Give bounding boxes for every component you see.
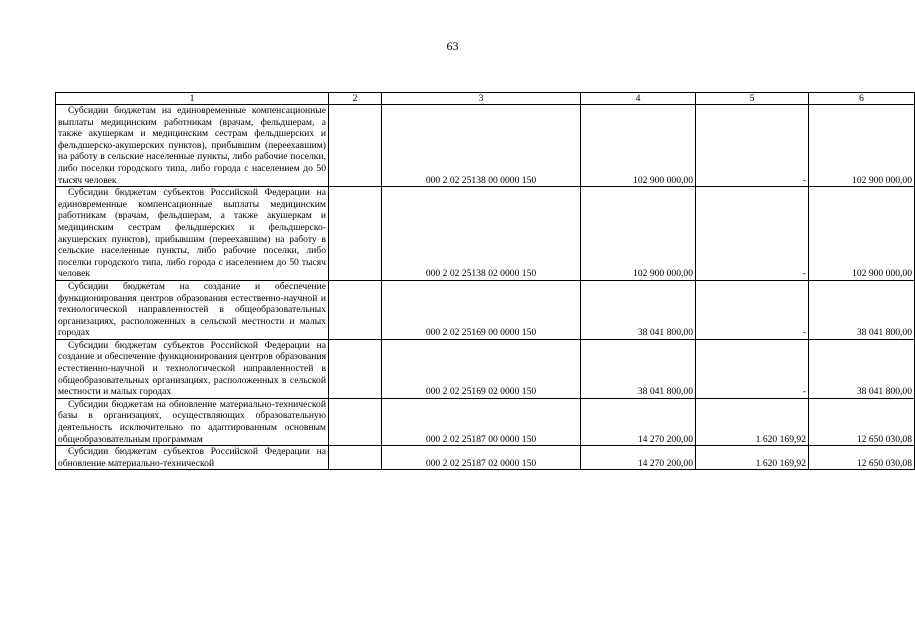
row-col2: [329, 446, 382, 470]
row-col6: 102 900 000,00: [809, 187, 915, 281]
row-code: 000 2 02 25169 02 0000 150: [382, 339, 581, 398]
row-col6: 12 650 030,08: [809, 446, 915, 470]
row-code: 000 2 02 25138 00 0000 150: [382, 105, 581, 187]
column-header-3: 3: [382, 93, 581, 105]
row-description: Субсидии бюджетам субъектов Российской Федерации на обновление материально-технической: [56, 446, 329, 470]
row-col4: 102 900 000,00: [581, 187, 696, 281]
row-col2: [329, 105, 382, 187]
table-row: [56, 339, 915, 398]
table-row: [56, 105, 915, 187]
row-description: Субсидии бюджетам субъектов Российской Федерации на единовременные компенсационные выплаты медицинским работникам (врачам, фельдшерам, а также акушеркам и медицинским сестрам фельдшерских и фельдшерско-акушерских пунктов), прибывшим (переехавшим) на работу в сельские населенные пункты, либо рабочие поселки, либо поселки городского типа, либо города с населением до 50 тысяч человек: [56, 187, 329, 281]
row-col4: 14 270 200,00: [581, 398, 696, 445]
row-col5: -: [696, 105, 809, 187]
row-col5: -: [696, 280, 809, 339]
column-header-2: 2: [329, 93, 382, 105]
row-col2: [329, 339, 382, 398]
table-row: [56, 280, 915, 339]
row-col5: -: [696, 187, 809, 281]
row-col6: 38 041 800,00: [809, 339, 915, 398]
column-header-5: 5: [696, 93, 809, 105]
row-code: 000 2 02 25138 02 0000 150: [382, 187, 581, 281]
table-body: [56, 105, 915, 470]
budget-table: [55, 92, 915, 470]
row-col2: [329, 187, 382, 281]
row-col2: [329, 398, 382, 445]
row-col5: 1 620 169,92: [696, 446, 809, 470]
header-row: [56, 93, 915, 105]
page-number: 63: [446, 39, 459, 53]
row-col2: [329, 280, 382, 339]
row-col4: 102 900 000,00: [581, 105, 696, 187]
row-col4: 38 041 800,00: [581, 280, 696, 339]
row-code: 000 2 02 25187 02 0000 150: [382, 446, 581, 470]
table-row: [56, 446, 915, 470]
column-header-6: 6: [809, 93, 915, 105]
row-description: Субсидии бюджетам на единовременные компенсационные выплаты медицинским работникам (врачам, фельдшерам, а также акушеркам и медицинским сестрам фельдшерских и фельдшерско-акушерских пунктов), прибывшим (переехавшим) на работу в сельские населенные пункты, либо рабочие поселки, либо поселки городского типа, либо города с населением до 50 тысяч человек: [56, 105, 329, 187]
row-description: Субсидии бюджетам на обновление материально-технической базы в организациях, осуществляющих образовательную деятельность исключительно по адаптированным основным общеобразовательным программам: [56, 398, 329, 445]
table-row: [56, 187, 915, 281]
row-col6: 38 041 800,00: [809, 280, 915, 339]
row-description: Субсидии бюджетам на создание и обеспечение функционирования центров образования естественно-научной и технологической направленностей в общеобразовательных организациях, расположенных в сельской местности и малых городах: [56, 280, 329, 339]
row-col5: 1 620 169,92: [696, 398, 809, 445]
row-code: 000 2 02 25187 00 0000 150: [382, 398, 581, 445]
column-header-4: 4: [581, 93, 696, 105]
row-col5: -: [696, 339, 809, 398]
table-row: [56, 398, 915, 445]
column-header-1: 1: [56, 93, 329, 105]
row-col4: 14 270 200,00: [581, 446, 696, 470]
row-col4: 38 041 800,00: [581, 339, 696, 398]
row-col6: 102 900 000,00: [809, 105, 915, 187]
row-code: 000 2 02 25169 00 0000 150: [382, 280, 581, 339]
table-header: [56, 93, 915, 105]
row-description: Субсидии бюджетам субъектов Российской Федерации на создание и обеспечение функционирования центров образования естественно-научной и технологической направленностей в общеобразовательных организациях, расположенных в сельской местности и малых городах: [56, 339, 329, 398]
row-col6: 12 650 030,08: [809, 398, 915, 445]
